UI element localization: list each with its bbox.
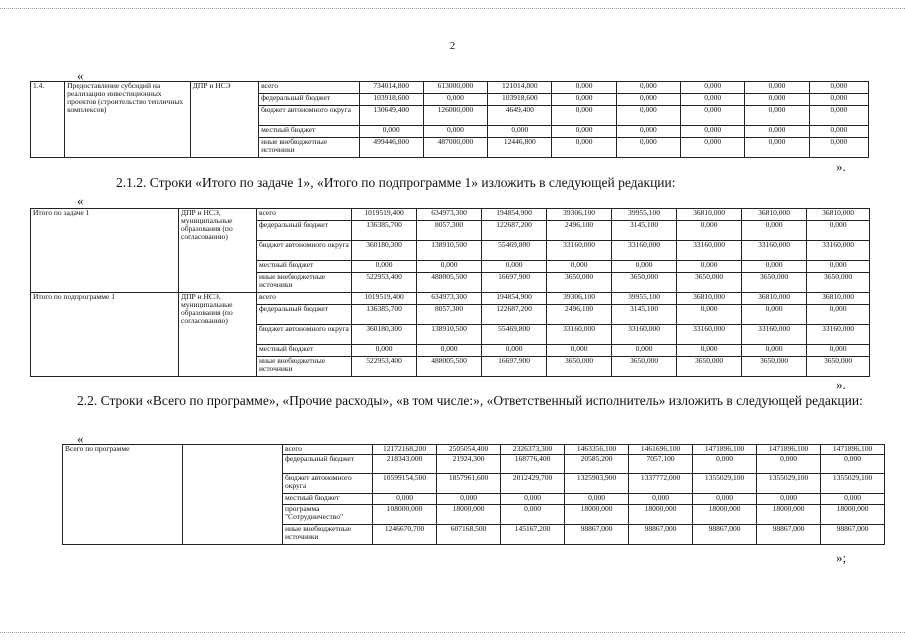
open-quote: «: [77, 431, 84, 446]
value-cell: 613000,000: [423, 82, 487, 94]
value-cell: 8057,300: [417, 305, 482, 325]
value-cell: 0,000: [565, 494, 629, 505]
close-quote-2: ».: [836, 377, 846, 392]
value-cell: 0,000: [552, 106, 616, 126]
funding-source-label: всего: [259, 82, 359, 94]
value-cell: 33160,000: [547, 325, 612, 345]
value-cell: 0,000: [745, 126, 809, 138]
value-cell: 122687,200: [482, 305, 547, 325]
funding-source-label: всего: [257, 209, 352, 221]
value-cell: 12172168,200: [373, 445, 437, 455]
value-cell: 16697,900: [482, 357, 547, 377]
value-cell: 136385,700: [352, 221, 417, 241]
value-cell: 122687,200: [482, 221, 547, 241]
value-cell: 18000,000: [629, 505, 693, 525]
value-cell: 0,000: [501, 505, 565, 525]
close-quote-1: ».: [836, 159, 846, 174]
value-cell: 0,000: [677, 345, 742, 357]
value-cell: 0,000: [612, 345, 677, 357]
table-row: [31, 293, 870, 305]
value-cell: 0,000: [677, 261, 742, 273]
value-cell: 0,000: [616, 94, 680, 106]
value-cell: 0,000: [677, 305, 742, 325]
value-cell: 138910,500: [417, 241, 482, 261]
value-cell: 487000,000: [423, 138, 487, 158]
value-cell: 1355029,100: [821, 474, 885, 494]
value-cell: 3650,000: [807, 357, 870, 377]
value-cell: 0,000: [681, 94, 745, 106]
value-cell: 0,000: [681, 138, 745, 158]
funding-source-label: иные внебюджетные источники: [259, 138, 359, 158]
funding-source-label: федеральный бюджет: [283, 455, 373, 474]
value-cell: 1471896,100: [757, 445, 821, 455]
value-cell: 0,000: [809, 106, 868, 126]
value-cell: 3650,000: [742, 357, 807, 377]
value-cell: 3650,000: [547, 273, 612, 293]
value-cell: 39306,100: [547, 209, 612, 221]
value-cell: 522953,400: [352, 357, 417, 377]
value-cell: 1461696,100: [629, 445, 693, 455]
value-cell: 18000,000: [565, 505, 629, 525]
value-cell: 0,000: [745, 94, 809, 106]
value-cell: 2496,100: [547, 221, 612, 241]
close-quote-3: »;: [836, 550, 847, 565]
funding-source-label: бюджет автономного округа: [259, 106, 359, 126]
value-cell: 1325903,900: [565, 474, 629, 494]
value-cell: 18000,000: [437, 505, 501, 525]
value-cell: 194854,900: [482, 293, 547, 305]
value-cell: 136385,700: [352, 305, 417, 325]
value-cell: 2012429,700: [501, 474, 565, 494]
value-cell: 1471896,100: [693, 445, 757, 455]
value-cell: 1337772,000: [629, 474, 693, 494]
value-cell: 0,000: [373, 494, 437, 505]
value-cell: 36810,000: [677, 209, 742, 221]
funding-source-label: всего: [257, 293, 352, 305]
value-cell: 0,000: [488, 126, 552, 138]
funding-source-label: иные внебюджетные источники: [257, 357, 352, 377]
value-cell: 33160,000: [677, 241, 742, 261]
funding-source-label: программа "Сотрудничество": [283, 505, 373, 525]
value-cell: 1355029,100: [757, 474, 821, 494]
value-cell: 488005,500: [417, 273, 482, 293]
value-cell: 36810,000: [807, 293, 870, 305]
value-cell: 33160,000: [807, 325, 870, 345]
value-cell: 0,000: [352, 345, 417, 357]
funding-source-label: иные внебюджетные источники: [283, 525, 373, 545]
value-cell: 36810,000: [742, 293, 807, 305]
value-cell: 33160,000: [677, 325, 742, 345]
empty-cell: [183, 445, 283, 545]
funding-source-label: бюджет автономного округа: [283, 474, 373, 494]
open-quote: «: [77, 68, 84, 83]
value-cell: 0,000: [742, 345, 807, 357]
value-cell: 0,000: [681, 82, 745, 94]
value-cell: 0,000: [629, 494, 693, 505]
value-cell: 33160,000: [547, 241, 612, 261]
value-cell: 12446,800: [488, 138, 552, 158]
funding-source-label: местный бюджет: [257, 345, 352, 357]
value-cell: 0,000: [809, 126, 868, 138]
value-cell: 0,000: [616, 138, 680, 158]
value-cell: 734014,800: [359, 82, 423, 94]
value-cell: 3650,000: [677, 357, 742, 377]
value-cell: 3650,000: [742, 273, 807, 293]
value-cell: 488005,500: [417, 357, 482, 377]
value-cell: 0,000: [482, 261, 547, 273]
value-cell: 607168,500: [437, 525, 501, 545]
value-cell: 7057,100: [629, 455, 693, 474]
value-cell: 4649,400: [488, 106, 552, 126]
value-cell: 0,000: [616, 106, 680, 126]
value-cell: 108000,000: [373, 505, 437, 525]
value-cell: 0,000: [417, 261, 482, 273]
value-cell: 145167,200: [501, 525, 565, 545]
value-cell: 499446,800: [359, 138, 423, 158]
value-cell: 0,000: [742, 305, 807, 325]
value-cell: 98867,000: [757, 525, 821, 545]
value-cell: 33160,000: [742, 325, 807, 345]
value-cell: 0,000: [745, 82, 809, 94]
value-cell: 0,000: [681, 106, 745, 126]
funding-source-label: местный бюджет: [283, 494, 373, 505]
value-cell: 36810,000: [807, 209, 870, 221]
value-cell: 33160,000: [807, 241, 870, 261]
value-cell: 1857961,600: [437, 474, 501, 494]
value-cell: 138910,500: [417, 325, 482, 345]
table-row: [31, 209, 870, 221]
table-program-total: [62, 444, 885, 545]
value-cell: 0,000: [807, 305, 870, 325]
value-cell: 0,000: [807, 261, 870, 273]
funding-source-label: всего: [283, 445, 373, 455]
value-cell: 1463356,100: [565, 445, 629, 455]
value-cell: 0,000: [616, 126, 680, 138]
value-cell: 0,000: [693, 455, 757, 474]
value-cell: 0,000: [547, 261, 612, 273]
value-cell: 130649,400: [359, 106, 423, 126]
value-cell: 0,000: [809, 82, 868, 94]
value-cell: 39955,100: [612, 209, 677, 221]
open-quote: «: [77, 193, 84, 208]
funding-source-label: бюджет автономного округа: [257, 325, 352, 345]
value-cell: 0,000: [501, 494, 565, 505]
value-cell: 36810,000: [677, 293, 742, 305]
value-cell: 0,000: [821, 494, 885, 505]
value-cell: 3650,000: [612, 357, 677, 377]
value-cell: 0,000: [742, 221, 807, 241]
measure-name: Предоставление субсидий на реализацию инвестиционных проектов (строительство тепличных комплексов): [65, 82, 191, 158]
value-cell: 0,000: [417, 345, 482, 357]
table-totals: [30, 208, 870, 377]
value-cell: 121014,800: [488, 82, 552, 94]
value-cell: 18000,000: [821, 505, 885, 525]
value-cell: 0,000: [437, 494, 501, 505]
value-cell: 0,000: [693, 494, 757, 505]
table-row: [63, 445, 885, 455]
value-cell: 0,000: [809, 138, 868, 158]
program-total-name: Всего по программе: [63, 445, 183, 545]
responsible-executor: ДПР и НСЭ, муниципальные образования (по согласованию): [179, 209, 257, 293]
value-cell: 522953,400: [352, 273, 417, 293]
value-cell: 0,000: [352, 261, 417, 273]
value-cell: 39306,100: [547, 293, 612, 305]
value-cell: 634973,300: [417, 209, 482, 221]
value-cell: 55469,800: [482, 325, 547, 345]
value-cell: 98867,000: [629, 525, 693, 545]
value-cell: 0,000: [681, 126, 745, 138]
page-number: 2: [449, 40, 456, 52]
value-cell: 0,000: [552, 82, 616, 94]
funding-source-label: федеральный бюджет: [257, 221, 352, 241]
value-cell: 3650,000: [807, 273, 870, 293]
value-cell: 0,000: [423, 94, 487, 106]
total-row-name: Итого по подпрограмме 1: [31, 293, 179, 377]
scan-top-edge: [0, 8, 905, 9]
value-cell: 0,000: [552, 126, 616, 138]
value-cell: 103918,600: [488, 94, 552, 106]
value-cell: 360180,300: [352, 325, 417, 345]
funding-source-label: бюджет автономного округа: [257, 241, 352, 261]
value-cell: 16697,900: [482, 273, 547, 293]
value-cell: 0,000: [807, 345, 870, 357]
total-row-name: Итого по задаче 1: [31, 209, 179, 293]
value-cell: 126000,000: [423, 106, 487, 126]
value-cell: 33160,000: [742, 241, 807, 261]
value-cell: 0,000: [359, 126, 423, 138]
value-cell: 2505054,400: [437, 445, 501, 455]
value-cell: 2496,100: [547, 305, 612, 325]
value-cell: 1019519,400: [352, 293, 417, 305]
value-cell: 36810,000: [742, 209, 807, 221]
value-cell: 20585,200: [565, 455, 629, 474]
section-heading-2-1-2: 2.1.2. Строки «Итого по задаче 1», «Итого по подпрограмме 1» изложить в следующей редакции:: [116, 175, 676, 190]
value-cell: 10599154,500: [373, 474, 437, 494]
value-cell: 3650,000: [612, 273, 677, 293]
value-cell: 0,000: [807, 221, 870, 241]
funding-source-label: федеральный бюджет: [259, 94, 359, 106]
value-cell: 1019519,400: [352, 209, 417, 221]
value-cell: 0,000: [552, 94, 616, 106]
value-cell: 168776,400: [501, 455, 565, 474]
value-cell: 0,000: [821, 455, 885, 474]
value-cell: 360180,300: [352, 241, 417, 261]
value-cell: 0,000: [757, 494, 821, 505]
value-cell: 0,000: [677, 221, 742, 241]
value-cell: 18000,000: [693, 505, 757, 525]
value-cell: 0,000: [745, 138, 809, 158]
value-cell: 33160,000: [612, 325, 677, 345]
value-cell: 0,000: [423, 126, 487, 138]
value-cell: 33160,000: [612, 241, 677, 261]
value-cell: 0,000: [547, 345, 612, 357]
value-cell: 0,000: [745, 106, 809, 126]
value-cell: 18000,000: [757, 505, 821, 525]
responsible-executor: ДПР и НСЭ: [190, 82, 258, 158]
value-cell: 0,000: [742, 261, 807, 273]
funding-source-label: местный бюджет: [259, 126, 359, 138]
value-cell: 0,000: [482, 345, 547, 357]
value-cell: 2326373,300: [501, 445, 565, 455]
value-cell: 1471896,100: [821, 445, 885, 455]
scan-bottom-edge: [0, 632, 905, 633]
value-cell: 1355029,100: [693, 474, 757, 494]
value-cell: 0,000: [552, 138, 616, 158]
value-cell: 0,000: [612, 261, 677, 273]
funding-source-label: федеральный бюджет: [257, 305, 352, 325]
value-cell: 3145,100: [612, 305, 677, 325]
value-cell: 194854,900: [482, 209, 547, 221]
value-cell: 0,000: [757, 455, 821, 474]
value-cell: 634973,300: [417, 293, 482, 305]
funding-source-label: местный бюджет: [257, 261, 352, 273]
value-cell: 98867,000: [565, 525, 629, 545]
value-cell: 39955,100: [612, 293, 677, 305]
value-cell: 3145,100: [612, 221, 677, 241]
value-cell: 98867,000: [693, 525, 757, 545]
table-subsidies: [30, 81, 869, 158]
value-cell: 0,000: [616, 82, 680, 94]
value-cell: 218343,000: [373, 455, 437, 474]
table-row: [31, 82, 869, 94]
section-heading-2-2: 2.2. Строки «Всего по программе», «Прочие расходы», «в том числе:», «Ответственный исполнитель» изложить в следующей редакции:: [77, 393, 863, 408]
value-cell: 1246670,700: [373, 525, 437, 545]
value-cell: 3650,000: [547, 357, 612, 377]
value-cell: 8057,300: [417, 221, 482, 241]
value-cell: 55469,800: [482, 241, 547, 261]
funding-source-label: иные внебюджетные источники: [257, 273, 352, 293]
row-number: 1.4.: [31, 82, 65, 158]
value-cell: 0,000: [809, 94, 868, 106]
value-cell: 103918,600: [359, 94, 423, 106]
value-cell: 21924,300: [437, 455, 501, 474]
value-cell: 98867,000: [821, 525, 885, 545]
responsible-executor: ДПР и НСЭ, муниципальные образования (по согласованию): [179, 293, 257, 377]
value-cell: 3650,000: [677, 273, 742, 293]
